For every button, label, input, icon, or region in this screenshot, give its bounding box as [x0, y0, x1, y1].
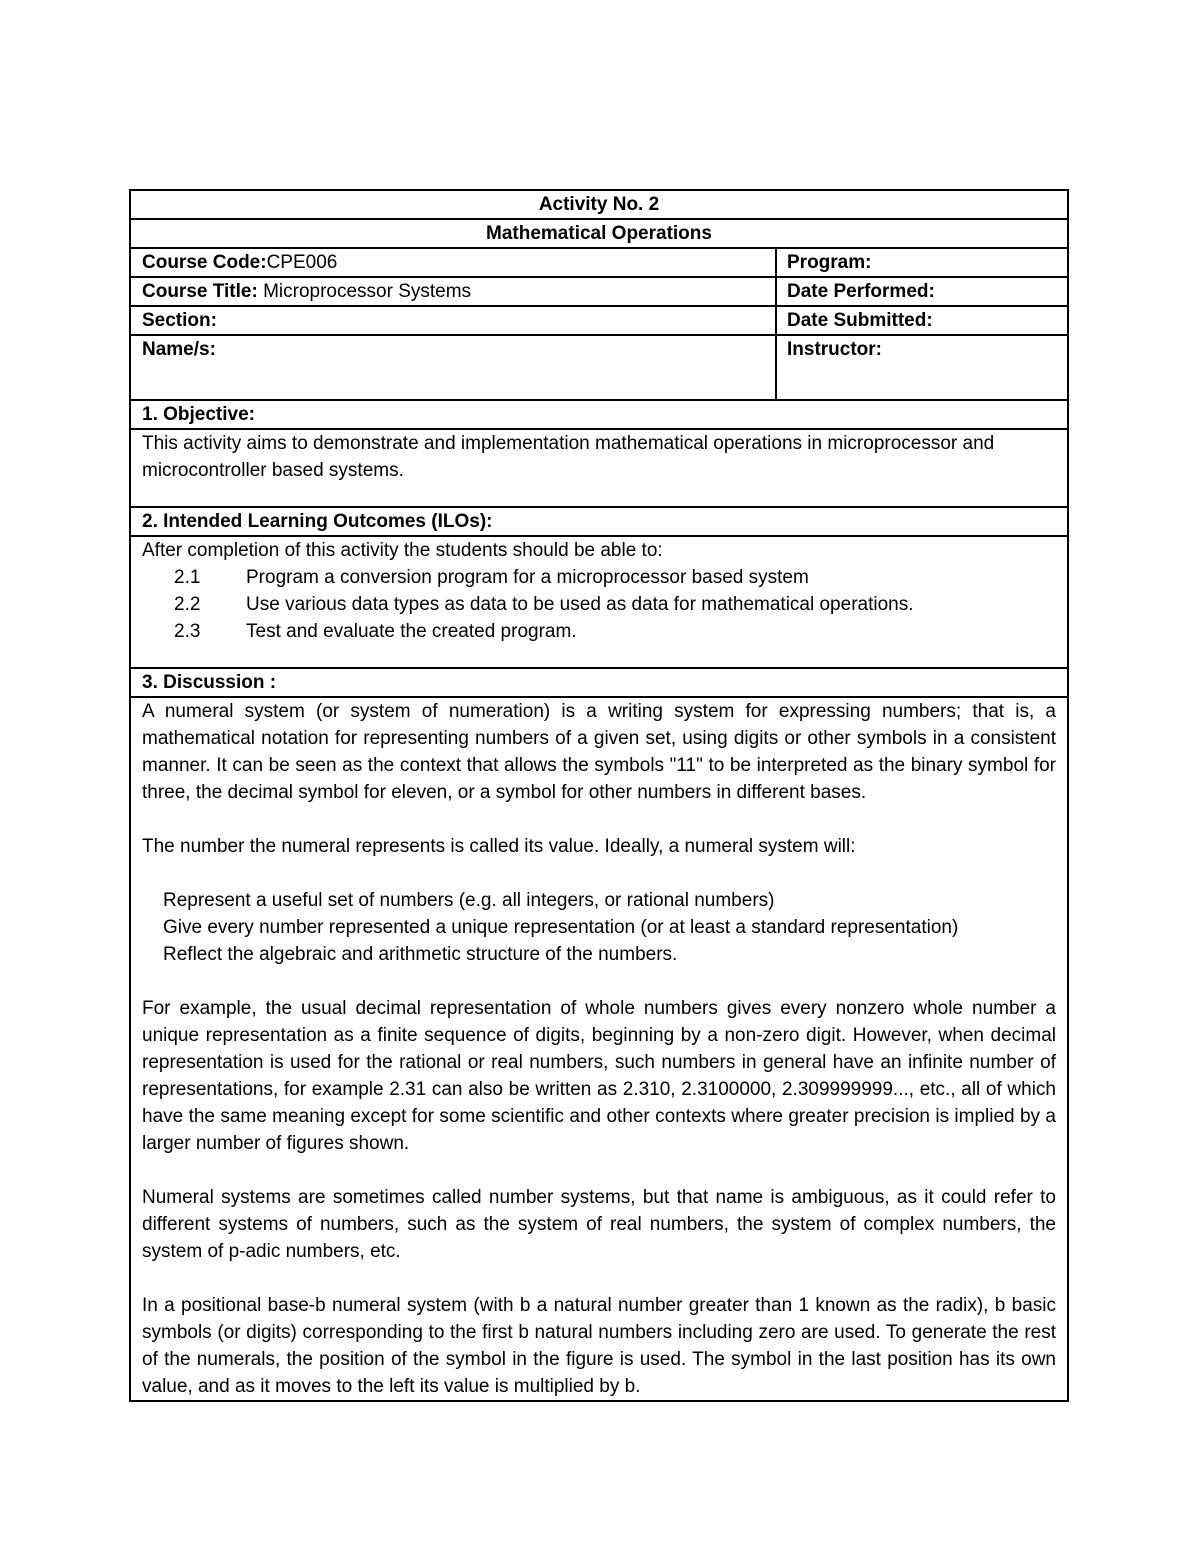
date-performed-label: Date Performed:	[787, 281, 935, 302]
objective-heading: 1. Objective:	[131, 401, 1067, 430]
activity-number: Activity No. 2	[131, 191, 1067, 220]
date-submitted-label: Date Submitted:	[787, 310, 933, 331]
course-code-value: CPE006	[266, 252, 338, 273]
program-label: Program:	[787, 252, 872, 273]
activity-sheet	[129, 189, 1069, 1402]
ilo-item: 2.2 Use various data types as data to be used as data for mathematical operations.	[174, 594, 914, 615]
discussion-body	[131, 698, 1067, 1400]
names-label: Name/s:	[142, 339, 216, 360]
ilo-item: 2.3 Test and evaluate the created program.	[174, 621, 577, 642]
ilo-content	[131, 537, 1067, 669]
section-label: Section:	[142, 310, 217, 331]
row-section	[131, 307, 1067, 336]
discussion-paragraph-5: In a positional base-b numeral system (with b a natural number greater than 1 known as the radix), b basic symbols (or digits) corresponding to the first b natural numbers including zero are used. To generate the rest of the numerals, the position of the symbol in the figure is used. The symbol in the last position has its own value, and as it moves to the left its value is multiplied by b.	[142, 1295, 1056, 1397]
discussion-paragraph-2: The number the numeral represents is called its value. Ideally, a numeral system will:	[142, 836, 856, 857]
course-code-label: Course Code:	[142, 252, 267, 273]
ilo-item: 2.1 Program a conversion program for a microprocessor based system	[174, 567, 809, 588]
discussion-paragraph-1: A numeral system (or system of numeration) is a writing system for expressing numbers; that is, a mathematical notation for representing numbers of a given set, using digits or other symbols in a consistent manner. It can be seen as the context that allows the symbols "11" to be interpreted as the binary symbol for three, the decimal symbol for eleven, or a symbol for other numbers in different bases.	[142, 701, 1056, 803]
activity-title: Mathematical Operations	[131, 220, 1067, 249]
discussion-paragraph-3: For example, the usual decimal representation of whole numbers gives every nonzero whole number a unique representation as a finite sequence of digits, beginning by a non-zero digit. However, when decimal representation is used for the rational or real numbers, such numbers in general have an infinite number of representations, for example 2.31 can also be written as 2.310, 2.3100000, 2.309999999..., etc., all of which have the same meaning except for some scientific and other contexts where greater precision is implied by a larger number of figures shown.	[142, 998, 1056, 1154]
row-course-title	[131, 278, 1067, 307]
discussion-bullet: Reflect the algebraic and arithmetic structure of the numbers.	[163, 944, 678, 965]
row-names	[131, 336, 1067, 401]
ilo-heading: 2. Intended Learning Outcomes (ILOs):	[131, 508, 1067, 537]
course-title-value: Microprocessor Systems	[263, 281, 472, 302]
course-title-label: Course Title:	[142, 281, 258, 302]
discussion-bullet: Represent a useful set of numbers (e.g. all integers, or rational numbers)	[163, 890, 775, 911]
objective-text: This activity aims to demonstrate and implementation mathematical operations in microprocessor and microcontroller based systems.	[131, 430, 1067, 508]
discussion-paragraph-4: Numeral systems are sometimes called number systems, but that name is ambiguous, as it could refer to different systems of numbers, such as the system of real numbers, the system of complex numbers, the system of p-adic numbers, etc.	[142, 1187, 1056, 1262]
ilo-intro: After completion of this activity the students should be able to:	[142, 540, 663, 561]
discussion-bullet: Give every number represented a unique representation (or at least a standard representation)	[163, 917, 959, 938]
instructor-label: Instructor:	[787, 339, 882, 360]
row-course-code	[131, 249, 1067, 278]
discussion-heading: 3. Discussion :	[131, 669, 1067, 698]
